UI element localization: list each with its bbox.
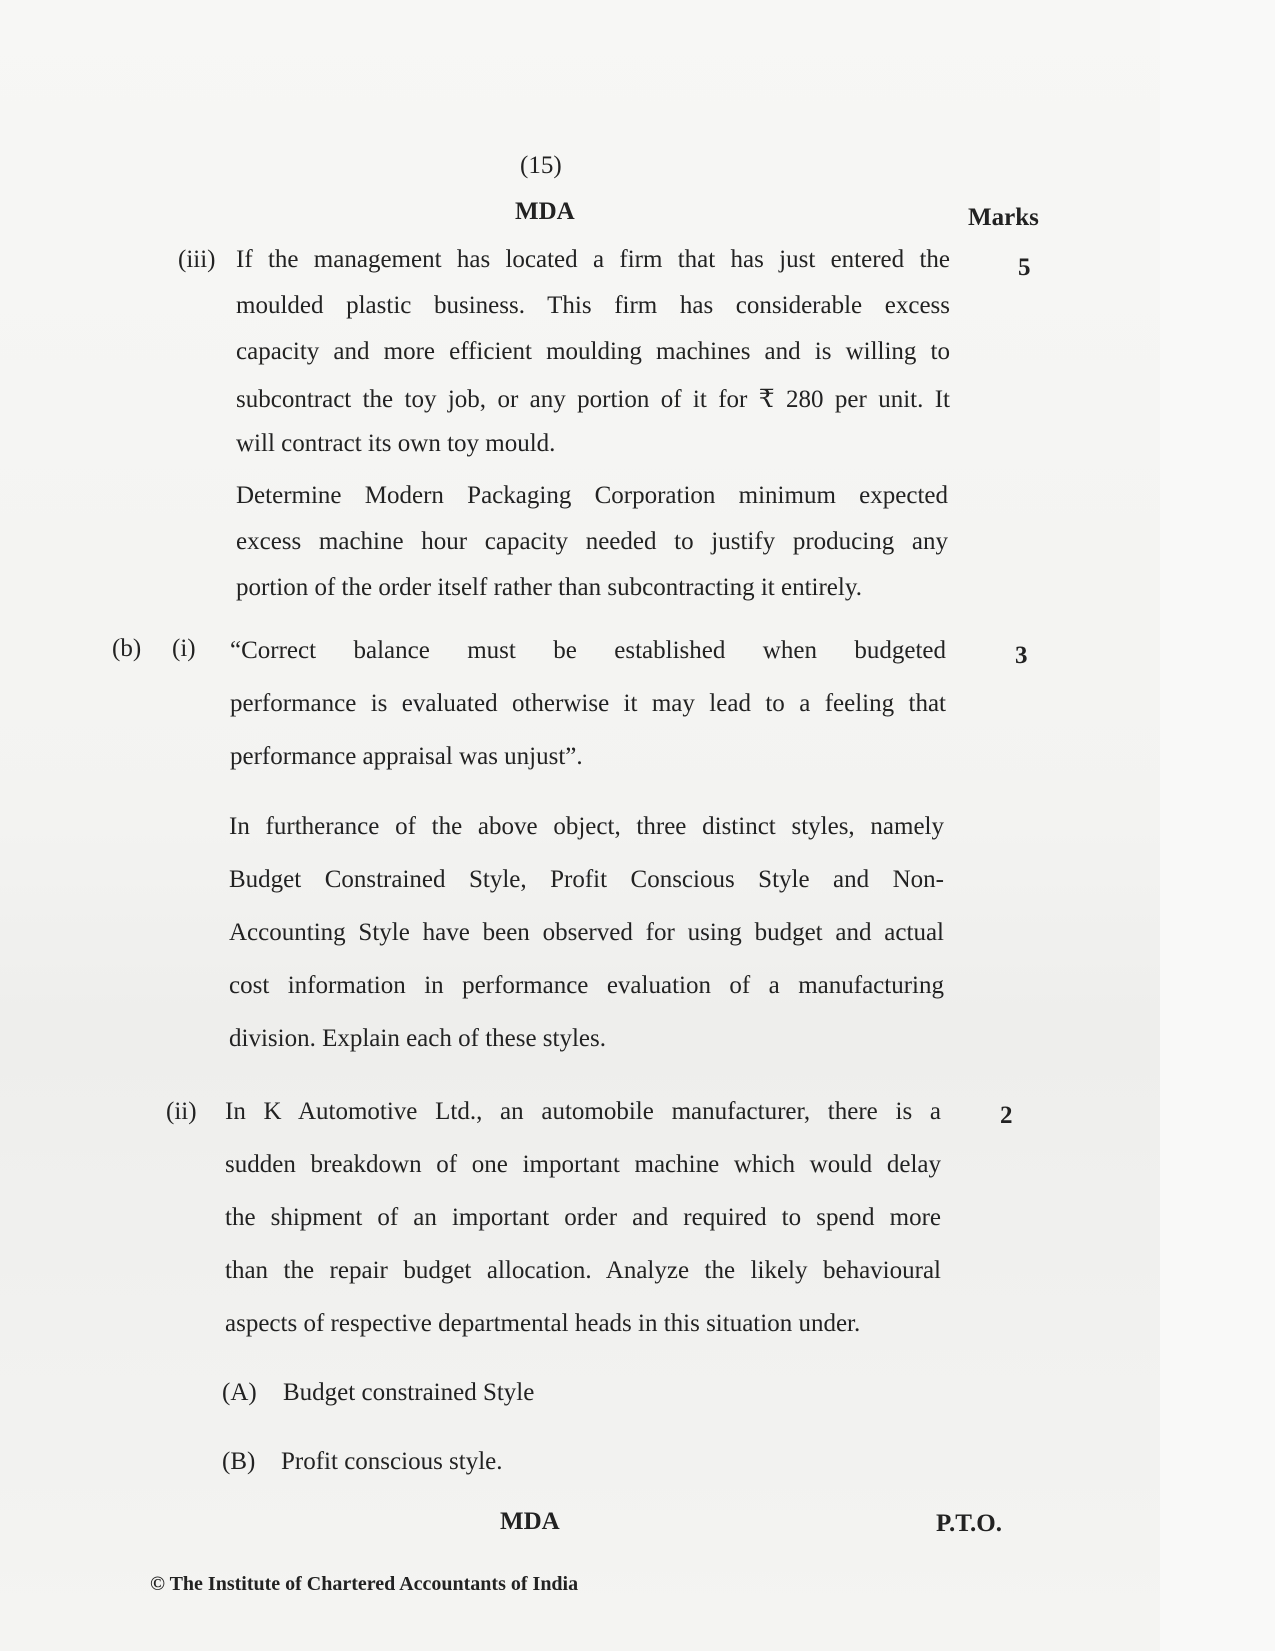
- question-b-i-line-2: performance is evaluated otherwise it may lead to a feeling that: [230, 690, 946, 717]
- option-a-text: Budget constrained Style: [283, 1379, 535, 1406]
- question-b-i-line-4: In furtherance of the above object, three distinct styles, namely: [229, 813, 944, 840]
- question-b-i-line-8: division. Explain each of these styles.: [229, 1025, 607, 1052]
- question-iii-line-2: moulded plastic business. This firm has considerable excess: [236, 292, 950, 319]
- question-iii-line-4: subcontract the toy job, or any portion of it for ₹ 280 per unit. It: [236, 386, 950, 413]
- question-iii-line-5: will contract its own toy mould.: [236, 430, 556, 457]
- option-a-label: (A): [222, 1379, 257, 1406]
- question-iii-line-7: excess machine hour capacity needed to justify producing any: [236, 528, 948, 555]
- question-iii-line-3: capacity and more efficient moulding machines and is willing to: [236, 338, 950, 365]
- page-number: (15): [520, 152, 562, 179]
- question-iii-line-8: portion of the order itself rather than subcontracting it entirely.: [236, 574, 862, 601]
- option-b-label: (B): [222, 1448, 256, 1475]
- question-iii-line-1: If the management has located a firm that has just entered the: [236, 246, 950, 273]
- question-b-i-label: (i): [172, 635, 196, 662]
- question-b-ii-line-4: than the repair budget allocation. Analyze the likely behavioural: [225, 1257, 941, 1284]
- question-b-i-line-3: performance appraisal was unjust”.: [230, 743, 583, 770]
- question-iii-line-6: Determine Modern Packaging Corporation minimum expected: [236, 482, 948, 509]
- question-iii-label: (iii): [178, 246, 216, 273]
- question-b-ii-line-3: the shipment of an important order and required to spend more: [225, 1204, 941, 1231]
- pto-label: P.T.O.: [936, 1510, 1002, 1537]
- question-b-ii-line-5: aspects of respective departmental heads in this situation under.: [225, 1310, 861, 1337]
- question-b-ii-line-1: In K Automotive Ltd., an automobile manufacturer, there is a: [225, 1098, 941, 1125]
- question-b-i-line-6: Accounting Style have been observed for using budget and actual: [229, 919, 944, 946]
- question-b-ii-label: (ii): [166, 1098, 197, 1125]
- question-b-ii-marks: 2: [1000, 1102, 1013, 1129]
- question-b-i-line-7: cost information in performance evaluation of a manufacturing: [229, 972, 944, 999]
- question-b-i-line-1: “Correct balance must be established when budgeted: [230, 637, 946, 664]
- question-b-ii-line-2: sudden breakdown of one important machine which would delay: [225, 1151, 941, 1178]
- option-b-text: Profit conscious style.: [281, 1448, 503, 1475]
- scan-edge: [1160, 0, 1275, 1651]
- question-b-label: (b): [112, 635, 142, 662]
- paper-code-header: MDA: [515, 198, 575, 225]
- copyright-notice: © The Institute of Chartered Accountants of India: [150, 1573, 579, 1595]
- question-b-i-marks: 3: [1015, 642, 1028, 669]
- question-iii-marks: 5: [1018, 254, 1031, 281]
- question-b-i-line-5: Budget Constrained Style, Profit Conscious Style and Non-: [229, 866, 944, 893]
- paper-code-footer: MDA: [500, 1508, 560, 1535]
- marks-heading: Marks: [968, 204, 1039, 231]
